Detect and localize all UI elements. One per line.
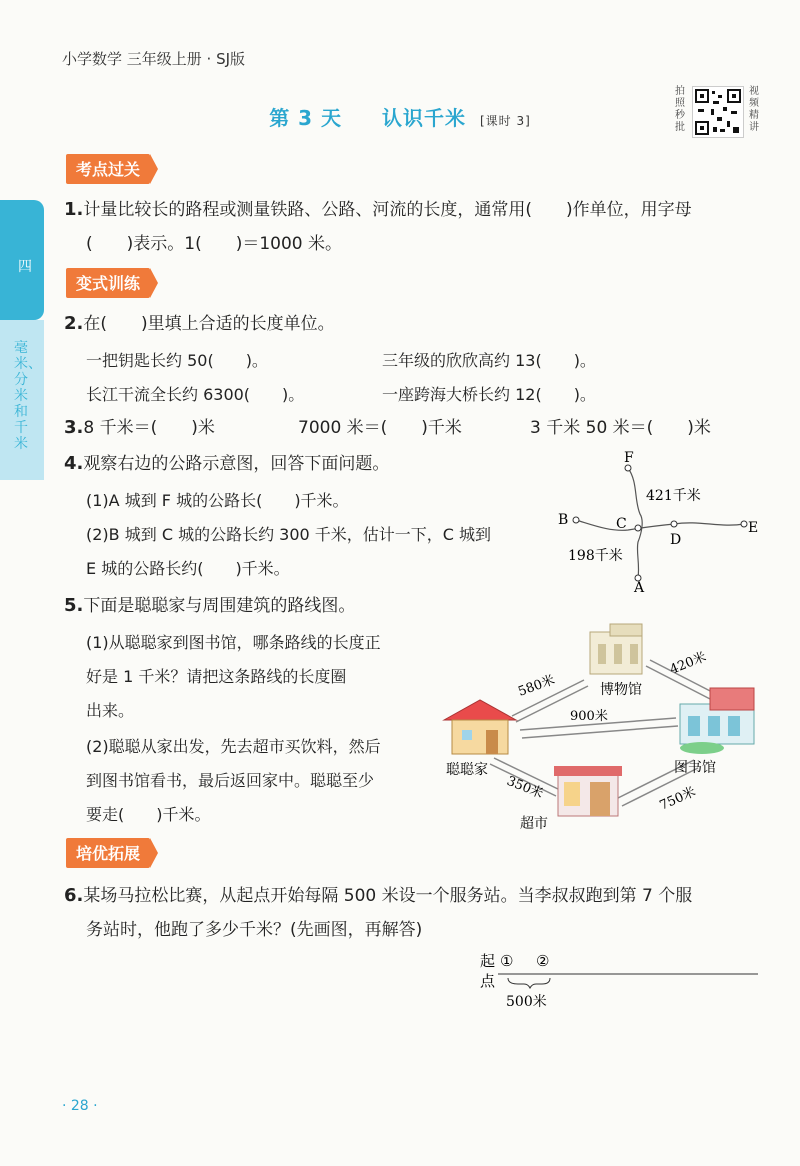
q5-p1c: 出来。	[86, 701, 135, 720]
map-city-c: C	[616, 516, 627, 532]
map-dist-ca: 198千米	[568, 548, 623, 564]
q2-item-d: 一座跨海大桥长约 12( )。	[382, 385, 596, 404]
q3-number: 3.	[64, 417, 84, 438]
page-number: · 28 ·	[62, 1098, 98, 1114]
diagram-length: 500米	[506, 994, 547, 1010]
q1-number: 1.	[64, 199, 84, 220]
q6-number: 6.	[64, 885, 84, 906]
home-building-icon	[444, 700, 516, 754]
q5-p2a: (2)聪聪从家出发，先去超市买饮料，然后	[86, 737, 381, 756]
map-city-e: E	[748, 520, 759, 536]
map-label-museum: 博物馆	[600, 682, 642, 698]
book-header: 小学数学 三年级上册 · SJ版	[62, 50, 246, 68]
unit-tab	[0, 200, 44, 320]
q4-stem	[64, 452, 389, 476]
q5-text: 下面是聪聪家与周围建筑的路线图。	[83, 596, 356, 616]
title-day: 第 3 天	[269, 106, 343, 130]
q3-b: 7000 米＝( )千米	[298, 418, 462, 438]
q1-line1	[64, 198, 692, 222]
map-city-f: F	[624, 450, 634, 466]
q5-stem	[64, 594, 355, 618]
chapter-label: 毫米、分米和千米	[14, 340, 42, 452]
map-dist-750: 750米	[657, 784, 699, 814]
q2-number: 2.	[64, 313, 84, 334]
q1-text1: 计量比较长的路程或测量铁路、公路、河流的长度，通常用( )作单位，用字母	[83, 200, 692, 220]
q4-part3: E 城的公路长约( )千米。	[86, 559, 290, 578]
diagram-start-1: 起	[480, 952, 496, 970]
q6-line1	[64, 884, 692, 908]
q4-part2: (2)B 城到 C 城的公路长约 300 千米，估计一下，C 城到	[86, 525, 492, 544]
q5-number: 5.	[64, 595, 84, 616]
section-badge-3: 培优拓展	[66, 838, 150, 868]
map-dist-350: 350米	[504, 773, 546, 802]
q3-c: 3 千米 50 米＝( )米	[530, 418, 711, 438]
q5-p2b: 到图书馆看书，最后返回家中。聪聪至少	[86, 771, 375, 790]
map-dist-420: 420米	[667, 649, 709, 678]
q5-p2c: 要走( )千米。	[86, 805, 211, 824]
section-badge-2: 变式训练	[66, 268, 150, 298]
q1-line2: ( )表示。1( )＝1000 米。	[86, 234, 343, 254]
museum-building-icon	[590, 624, 642, 674]
map-city-b: B	[558, 512, 569, 528]
diagram-start-2: 点	[480, 972, 496, 990]
title-lesson: [课时 3]	[479, 114, 531, 128]
q4-number: 4.	[64, 453, 84, 474]
map-dist-900: 900米	[570, 709, 608, 724]
diagram-station-1: ①	[500, 952, 514, 970]
map-city-a: A	[634, 580, 645, 596]
q6-line-diagram	[474, 948, 764, 1014]
q5-p1a: (1)从聪聪家到图书馆，哪条路线的长度正	[86, 633, 381, 652]
map-dist-fc: 421千米	[646, 488, 701, 504]
map-dist-580: 580米	[516, 672, 557, 700]
q6-text1: 某场马拉松比赛，从起点开始每隔 500 米设一个服务站。当李叔叔跑到第 7 个服	[83, 886, 693, 906]
q2-item-a: 一把钥匙长约 50( )。	[86, 351, 268, 370]
qr-left-caption: 拍照秒批	[675, 86, 685, 133]
q6-line2: 务站时，他跑了多少千米？(先画图，再解答)	[86, 920, 423, 940]
title-topic: 认识千米	[381, 106, 466, 130]
diagram-station-2: ②	[536, 952, 550, 970]
map-label-home: 聪聪家	[446, 762, 488, 778]
qr-block	[674, 86, 766, 142]
map-city-d: D	[670, 532, 682, 548]
map-label-market: 超市	[520, 816, 548, 832]
q3-row	[64, 416, 215, 440]
qr-right-caption: 视频精讲	[749, 86, 759, 133]
q4-part1: (1)A 城到 F 城的公路长( )千米。	[86, 491, 349, 510]
qr-code-icon[interactable]	[692, 86, 744, 138]
map-label-library: 图书馆	[674, 760, 716, 776]
q2-text: 在( )里填上合适的长度单位。	[83, 314, 335, 334]
q2-item-b: 三年级的欣欣高约 13( )。	[382, 351, 596, 370]
section-badge-1: 考点过关	[66, 154, 150, 184]
q4-road-map	[550, 448, 770, 596]
unit-number: 四	[18, 259, 32, 275]
q2-stem	[64, 312, 335, 336]
q5-p1b: 好是 1 千米？请把这条路线的长度圈	[86, 667, 347, 686]
library-building-icon	[680, 688, 754, 754]
q2-item-c: 长江干流全长约 6300( )。	[86, 385, 305, 404]
q3-a: 8 千米＝( )米	[83, 418, 215, 438]
supermarket-building-icon	[554, 766, 622, 816]
q5-route-map	[440, 620, 760, 834]
q4-text: 观察右边的公路示意图，回答下面问题。	[83, 454, 390, 474]
